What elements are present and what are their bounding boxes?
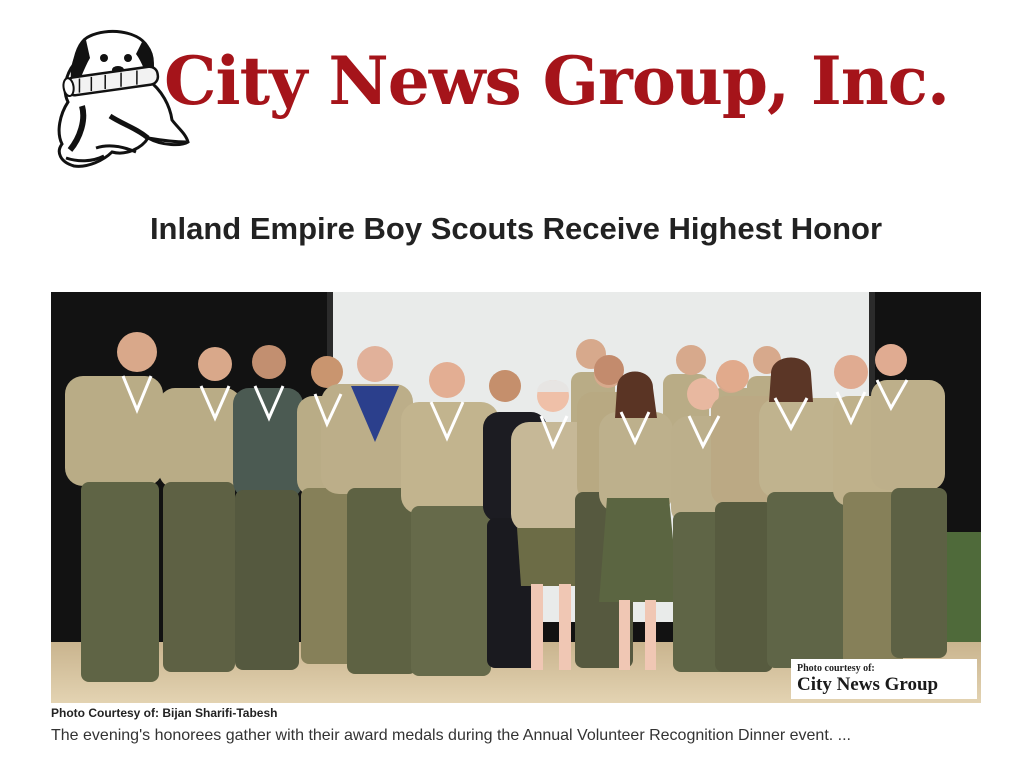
- photo-credit-stamp: [791, 659, 977, 699]
- article-title[interactable]: Inland Empire Boy Scouts Receive Highest Honor: [149, 211, 883, 246]
- photo-illustration: [51, 292, 981, 703]
- article-photo[interactable]: [51, 292, 981, 703]
- photo-credit: Photo Courtesy of: Bijan Sharifi-Tabesh: [51, 706, 278, 720]
- photo-stamp-small: Photo courtesy of:: [797, 663, 875, 674]
- brand-name[interactable]: City News Group, Inc.: [164, 42, 949, 120]
- photo-stamp-big: City News Group: [797, 674, 939, 695]
- article-caption[interactable]: The evening's honorees gather with their award medals during the Annual Volunteer Recognition Dinner event. ...: [51, 727, 851, 744]
- masthead: [52, 28, 982, 178]
